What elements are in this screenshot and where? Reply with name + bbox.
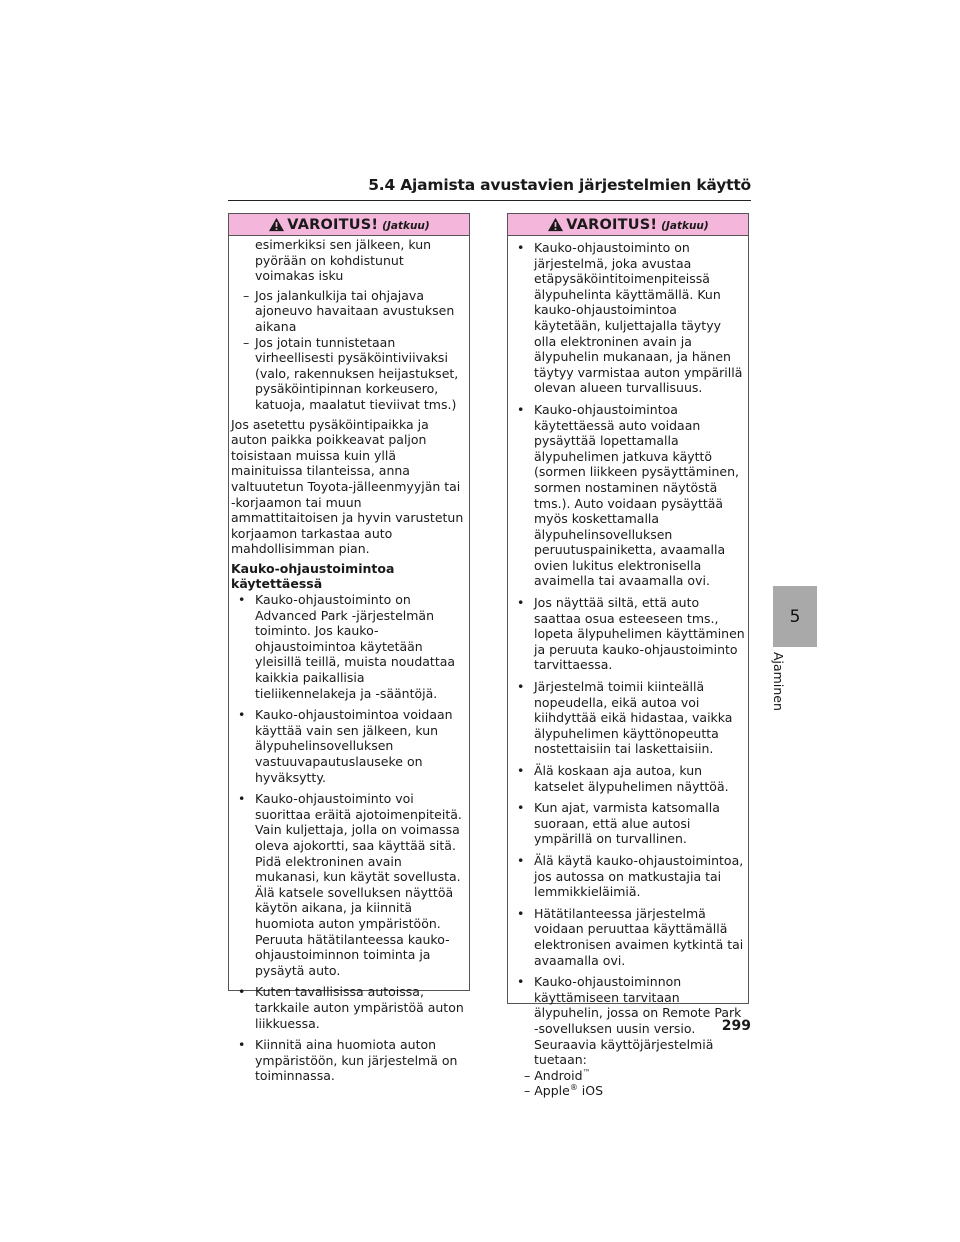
list-item: • Älä käytä kauko-ohjaustoimintoa, jos autossa on matkustajia tai lemmikkieläimiä.: [517, 852, 744, 900]
warning-header-right: [508, 214, 748, 236]
list-item: • Kun ajat, varmista katsomalla suoraan, että alue autosi ympärillä on turvallinen.: [517, 800, 720, 847]
warning-body-right: [508, 236, 748, 1099]
os-item-ios: – Apple® iOS: [524, 1083, 604, 1099]
chapter-tab-label: Ajaminen: [771, 652, 786, 711]
warning-title: VAROITUS!: [287, 216, 379, 233]
chapter-tab: 5: [773, 586, 817, 647]
list-item: • Kauko-ohjaustoiminto on Advanced Park -järjestelmän toiminto. Jos kauko-ohjaustoimintoa käytetään yleisillä teillä, muista noudattaa kaikkia paikallisia tieliikennelakeja ja -sääntöjä.: [238, 592, 456, 701]
dash-item: – Jos jalankulkija tai ohjajava ajoneuvo havaitaan avustuksen aikana: [243, 287, 455, 334]
os-list: [510, 1068, 746, 1099]
list-item: • Kuten tavallisissa autoissa, tarkkaile auton ympäristöä auton liikkuessa.: [238, 984, 464, 1031]
list-item: • Älä koskaan aja autoa, kun katselet älypuhelimen näyttöä.: [517, 763, 729, 794]
header-rule: [228, 200, 751, 201]
list-item: • Kauko-ohjaustoimintoa voidaan käyttää vain sen jälkeen, kun älypuhelinsovelluksen vastuuvapautuslauseke on hyväksytty.: [238, 707, 453, 785]
warning-triangle-icon: [547, 217, 564, 232]
list-item: • Kauko-ohjaustoimintoa käytettäessä auto voidaan pysäyttää lopettamalla älypuhelimen jatkuva käyttö (sormen liikkeen pysäyttäminen, sormen nostaminen näytöstä tms.). Auto voidaan pysäyttää myös koskettamalla älypuhelinsovelluksen peruutuspainiketta, avaamalla ovien lukitus elektronisella avaimella tai avaamalla ovi.: [517, 401, 739, 589]
list-item: • Hätätilanteessa järjestelmä voidaan peruuttaa käyttämällä elektronisen avaimen kytkintä tai avaamalla ovi.: [517, 905, 744, 968]
os-item-android: – Android™: [524, 1067, 591, 1083]
warning-header-left: [229, 214, 469, 236]
list-item: • Kiinnitä aina huomiota auton ympäristöön, kun järjestelmä on toiminnassa.: [238, 1037, 458, 1084]
section-header: 5.4 Ajamista avustavien järjestelmien käyttö: [368, 176, 751, 194]
continued-text: esimerkiksi sen jälkeen, kun pyörään on kohdistunut voimakas isku: [255, 237, 432, 284]
list-item: • Järjestelmä toimii kiinteällä nopeudella, eikä autoa voi kiihdyttää eikä hidastaa, vaikka älypuhelimen käyttönopeutta nostettaisiin tai laskettaisiin.: [517, 679, 733, 757]
warning-title: VAROITUS!: [566, 216, 658, 233]
list-item: • Kauko-ohjaustoiminnon käyttämiseen tarvitaan älypuhelin, jossa on Remote Park -sovelluksen uusin versio. Seuraavia käyttöjärjestelmiä tuetaan:: [517, 974, 742, 1068]
list-item: • Kauko-ohjaustoiminto on järjestelmä, joka avustaa etäpysäköintitoimenpiteissä älypuhelinta käyttämällä. Kun kauko-ohjaustoimintoa käytetään, kuljettajalla täytyy olla elektroninen avain ja älypuhelin mukanaan, ja hänen täytyy varmistaa auton ympärillä olevan alueen turvallisuus.: [517, 240, 743, 396]
dash-item: – Jos jotain tunnistetaan virheellisesti pysäköintiviivaksi (valo, rakennuksen heijastukset, pysäköintipinnan korkeusero, katuoja, maalatut tieviivat tms.): [243, 334, 459, 412]
list-item: • Kauko-ohjaustoiminto voi suorittaa eräitä ajotoimenpiteitä. Vain kuljettaja, jolla on voimassa oleva ajokortti, saa käyttää sitä. Pidä elektroninen avain mukanasi, kun käytät sovellusta. Älä katsele sovelluksen näyttöä käytön aikana, ja kiinnitä huomiota auton ympäristöön. Peruuta hätätilanteessa kauko-ohjaustoiminnon toiminta ja pysäytä auto.: [238, 791, 462, 978]
paragraph: Jos asetettu pysäköintipaikka ja auton paikka poikkeavat paljon toisistaan muissa kuin yllä mainituissa tilanteissa, anna valtuutetun Toyota-jälleenmyyjän tai -korjaamon tai muun ammattitaitoisen ja hyvin varustetun korjaamon tarkastaa auto mahdollisimman pian.: [231, 416, 464, 557]
warning-continued: (Jatkuu): [382, 220, 430, 232]
page-number: 299: [721, 1018, 751, 1034]
warning-continued: (Jatkuu): [661, 220, 709, 232]
subheading: Kauko-ohjaustoimintoa käytettäessä: [231, 560, 395, 592]
warning-triangle-icon: [268, 217, 285, 232]
warning-body-left: [229, 236, 469, 1084]
warning-box-left: [228, 213, 470, 1084]
list-item: • Jos näyttää siltä, että auto saattaa osua esteeseen tms., lopeta älypuhelimen käyttäminen ja peruuta kauko-ohjaustoiminto tarvittaessa.: [517, 595, 745, 673]
